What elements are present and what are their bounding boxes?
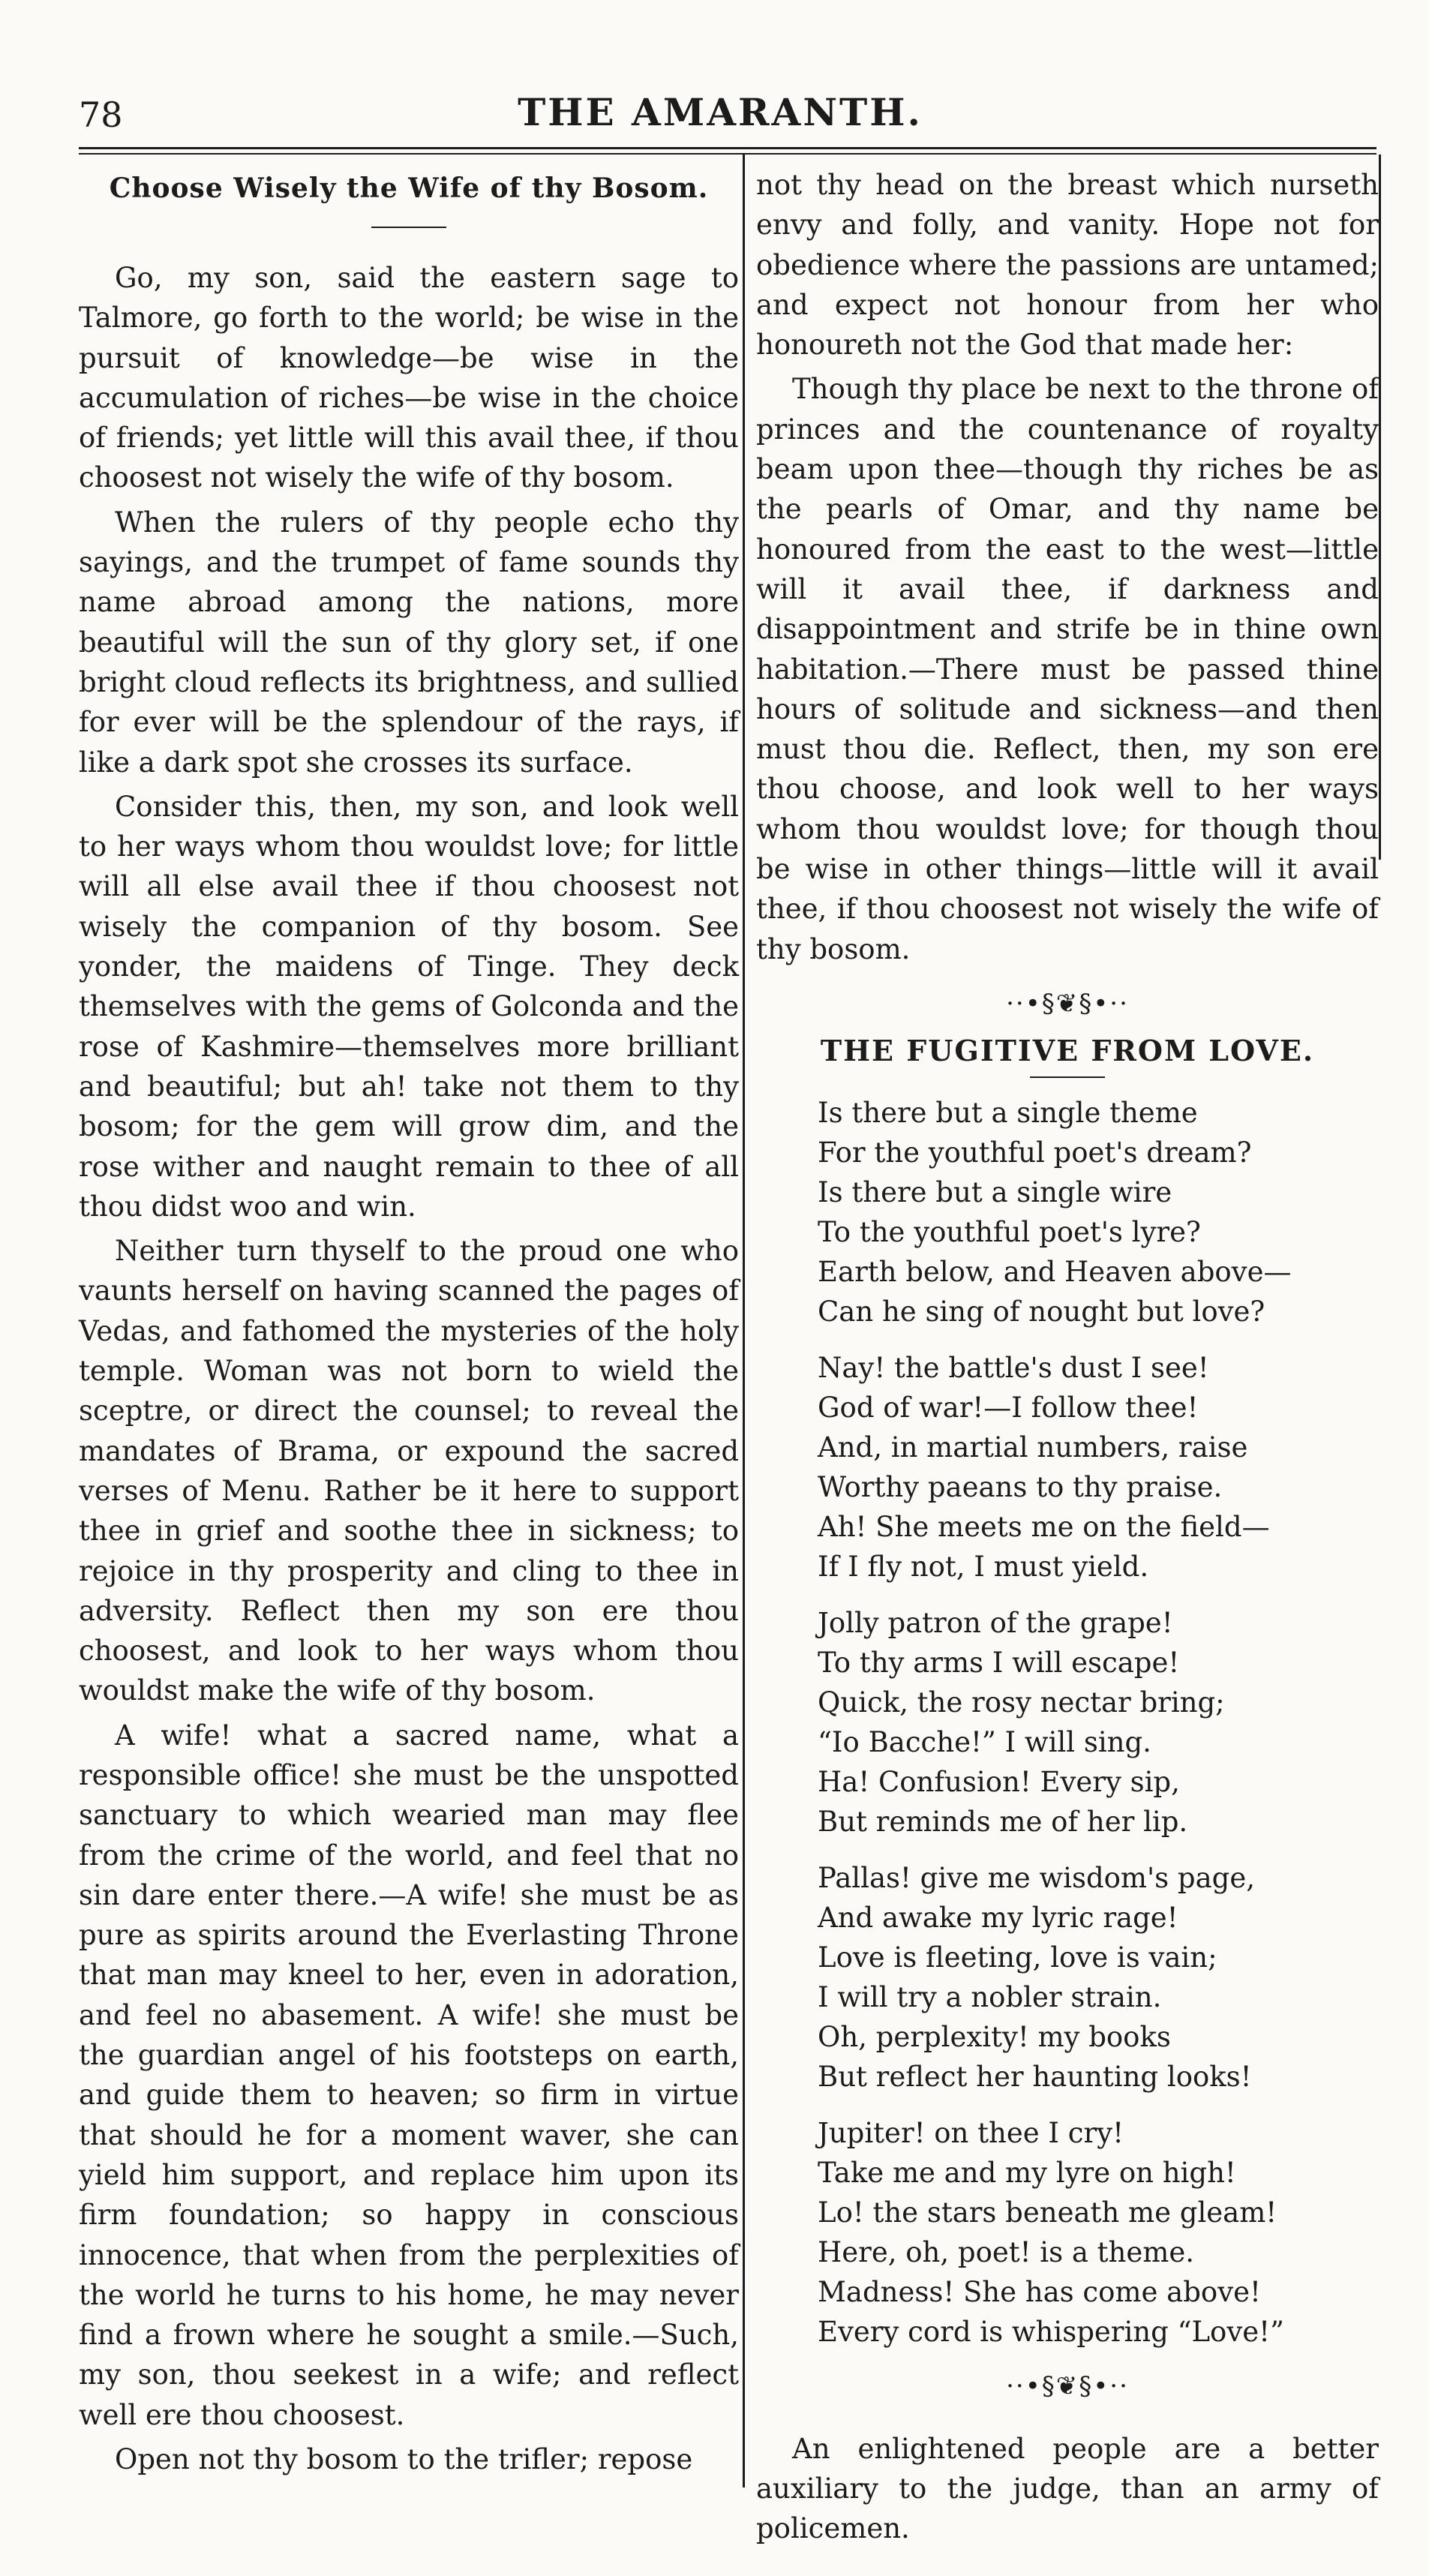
title-divider	[371, 227, 446, 228]
poem-line: Here, oh, poet! is a theme.	[818, 2235, 1194, 2268]
poem-line: Every cord is whispering “Love!”	[818, 2315, 1284, 2348]
poem-line: God of war!—I follow thee!	[818, 1391, 1199, 1424]
header-rule-top	[79, 147, 1376, 149]
section-ornament: ··•§❦§•··	[1006, 2370, 1129, 2401]
page-number: 78	[79, 95, 123, 135]
poem-line: Jupiter! on thee I cry!	[818, 2116, 1124, 2149]
poem-line: Worthy paeans to thy praise.	[818, 1470, 1223, 1503]
running-title: THE AMARANTH.	[518, 90, 923, 134]
section-ornament: ··•§❦§•··	[1006, 988, 1129, 1019]
poem-line: Ah! She meets me on the field—	[818, 1510, 1270, 1543]
poem-line: Lo! the stars beneath me gleam!	[818, 2196, 1277, 2229]
poem-line: Ha! Confusion! Every sip,	[818, 1765, 1180, 1798]
poem-line: Quick, the rosy nectar bring;	[818, 1686, 1225, 1719]
poem-line: If I fly not, I must yield.	[818, 1550, 1149, 1583]
poem-line: Is there but a single theme	[818, 1096, 1198, 1129]
poem-line: Can he sing of nought but love?	[818, 1295, 1265, 1328]
poem-line: Jolly patron of the grape!	[818, 1606, 1173, 1639]
stanza	[818, 1603, 1379, 1842]
paragraph: Open not thy bosom to the trifler; repose	[115, 2443, 693, 2476]
article-title: Choose Wisely the Wife of thy Bosom.	[109, 173, 709, 204]
paragraph: A wife! what a sacred name, what a responsible office! she must be the unspotted sanctuary to which wearied man may flee from the crime of the world, and feel that no sin dare enter there.—A wife! she must be as pure as spirits around the Everlasting Throne that man may kneel to her, even in adoration, and feel no abasement. A wife! she must be the guardian angel of his footsteps on earth, and guide them to heaven; so firm in virtue that should he for a moment waver, she can yield him support, and replace him upon its firm foundation; so happy in conscious innocence, that when from the perplexities of the world he turns to his home, he may never find a frown where he sought a smile.—Such, my son, thou seekest in a wife; and reflect well ere thou choosest.	[79, 1719, 739, 2431]
poem-line: For the youthful poet's dream?	[818, 1136, 1252, 1169]
left-column	[79, 165, 739, 2484]
stanza	[818, 1858, 1379, 2097]
poem-line: Love is fleeting, love is vain;	[818, 1941, 1217, 1974]
paragraph: Consider this, then, my son, and look well to her ways whom thou wouldst love; for little will all else avail thee if thou choosest not wisely the companion of thy bosom. See yonder, the maidens of Tinge. They deck themselves with the gems of Golconda and the rose of Kashmire—themselves more brilliant and beautiful; but ah! take not them to thy bosom; for the gem will grow dim, and the rose wither and naught remain to thee of all thou didst woo and win.	[79, 790, 739, 1223]
page-header	[79, 90, 1361, 143]
paragraph: When the rulers of thy people echo thy sayings, and the trumpet of fame sounds thy name abroad among the nations, more beautiful will the sun of thy glory set, if one bright cloud reflects its brightness, and sullied for ever will be the splendour of the rays, if like a dark spot she crosses its surface.	[79, 506, 739, 779]
poem-line: To the youthful poet's lyre?	[818, 1215, 1201, 1248]
poem-line: Pallas! give me wisdom's page,	[818, 1861, 1256, 1894]
paragraph: Neither turn thyself to the proud one who vaunts herself on having scanned the pages of Vedas, and fathomed the mysteries of the holy temple. Woman was not born to wield the sceptre, or direct the counsel; to reveal the mandates of Brama, or expound the sacred verses of Menu. Rather be it here to support thee in grief and soothe thee in sickness; to rejoice in thy prosperity and cling to thee in adversity. Reflect then my son ere thou choosest, and look to her ways whom thou wouldst make the wife of thy bosom.	[79, 1235, 739, 1707]
right-bracket-rule	[1379, 155, 1381, 860]
stanza	[818, 2113, 1379, 2352]
poem-line: And, in martial numbers, raise	[818, 1431, 1248, 1464]
poem-line: Oh, perplexity! my books	[818, 2020, 1171, 2053]
poem-line: Take me and my lyre on high!	[818, 2156, 1236, 2189]
poem-line: And awake my lyric rage!	[818, 1901, 1178, 1934]
stanza	[818, 1348, 1379, 1587]
right-column	[756, 165, 1379, 2576]
header-rule-bottom	[79, 153, 1376, 155]
stanza	[818, 1093, 1379, 1332]
paragraph: Go, my son, said the eastern sage to Talmore, go forth to the world; be wise in the pursuit of knowledge—be wise in the accumulation of riches—be wise in the choice of friends; yet little will this avail thee, if thou choosest not wisely the wife of thy bosom.	[79, 262, 739, 494]
column-divider	[743, 155, 745, 2487]
poem-line: Is there but a single wire	[818, 1175, 1172, 1208]
paragraph: Though thy place be next to the throne of princes and the countenance of royalty beam upon thee—though thy riches be as the pearls of Omar, and thy name be honoured from the east to the west—little will it avail thee, if darkness and disappointment and strife be in thine own habitation.—There must be passed thine hours of solitude and sickness—and then must thou die. Reflect, then, my son ere thou choose, and look well to her ways whom thou wouldst love; for though thou be wise in other things—little will it avail thee, if thou choosest not wisely the wife of thy bosom.	[756, 373, 1379, 965]
poem-line: “Io Bacche!” I will sing.	[818, 1725, 1151, 1758]
poem-line: Madness! She has come above!	[818, 2275, 1261, 2308]
poem-line: But reminds me of her lip.	[818, 1805, 1188, 1838]
poem-line: Nay! the battle's dust I see!	[818, 1351, 1209, 1384]
poem-title: THE FUGITIVE FROM LOVE.	[820, 1033, 1315, 1067]
poem-line: But reflect her haunting looks!	[818, 2060, 1252, 2093]
poem-title-divider	[1030, 1076, 1105, 1078]
continued-paragraph: not thy head on the breast which nurseth envy and folly, and vanity. Hope not for obedience where the passions are untamed; and expect not honour from her who honoureth not the God that made her:	[756, 169, 1379, 362]
poem-line: To thy arms I will escape!	[818, 1646, 1180, 1679]
poem-line: I will try a nobler strain.	[818, 1980, 1162, 2013]
closing-note: An enlightened people are a better auxiliary to the judge, than an army of policemen.	[756, 2432, 1379, 2544]
poem-line: Earth below, and Heaven above—	[818, 1255, 1292, 1288]
